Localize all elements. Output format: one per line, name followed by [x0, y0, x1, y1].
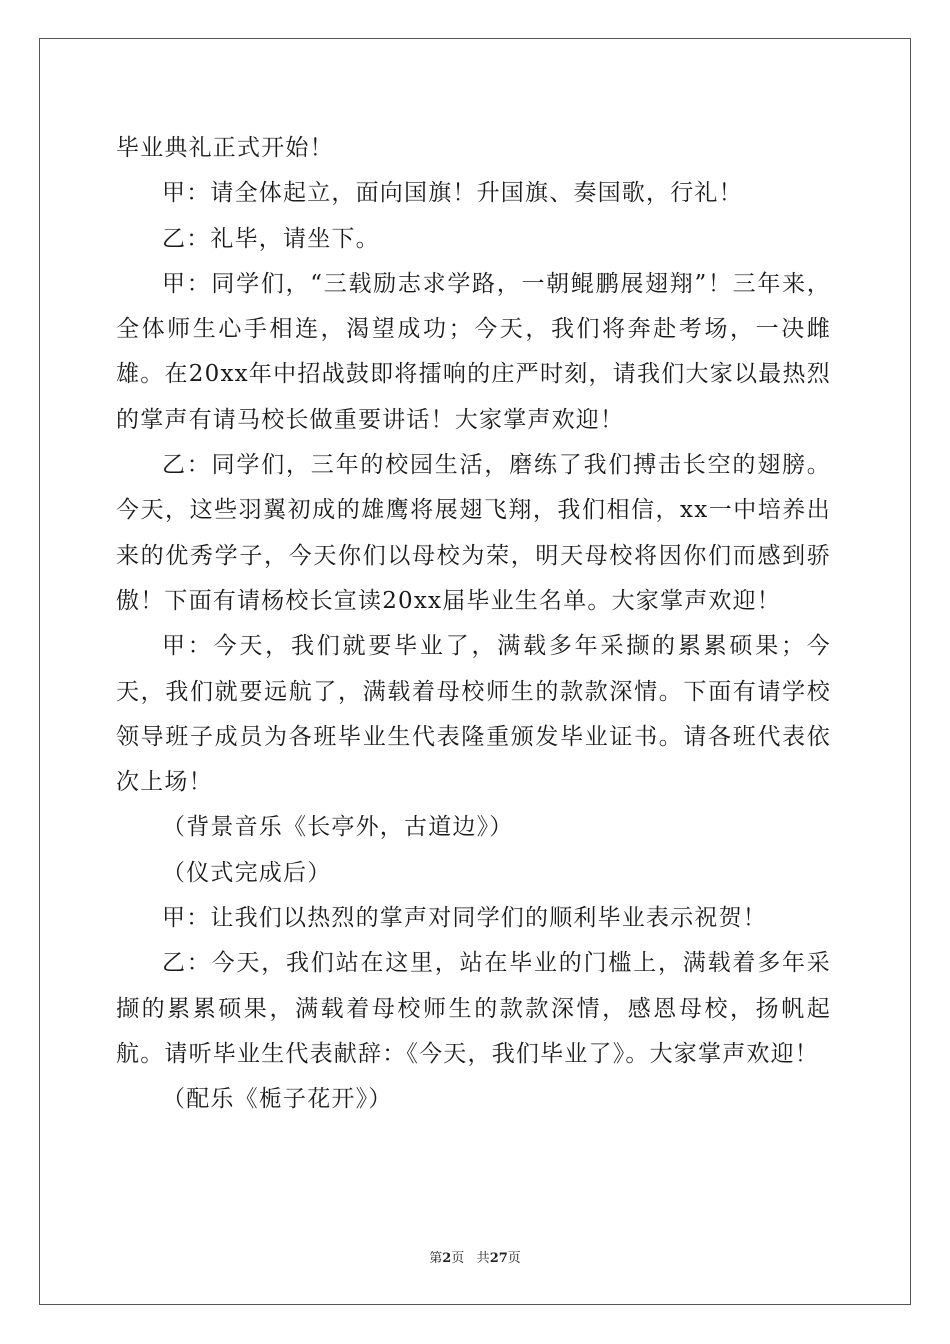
paragraph: （仪式完成后） [162, 859, 332, 886]
page-suffix: 页 [451, 1251, 465, 1266]
document-body [116, 126, 831, 1123]
paragraph: （背景音乐《长亭外，古道边》） [162, 814, 514, 841]
paragraph: 甲：今天，我们就要毕业了，满载多年采撷的累累硕果；今天，我们就要远航了，满载着母校师生的款款深情。下面有请学校领导班子成员为各班毕业生代表隆重颁发毕业证书。请各班代表依次上场！ [116, 633, 831, 796]
paragraph: 甲：同学们，“三载励志求学路，一朝鲲鹏展翅翔”！三年来，全体师生心手相连，渴望成功；今天，我们将奔赴考场，一决雌雄。在20xx年中招战鼓即将擂响的庄严时刻，请我们大家以最热烈的掌声有请马校长做重要讲话！大家掌声欢迎！ [116, 270, 831, 433]
paragraph: 乙：礼毕，请坐下。 [162, 225, 380, 252]
page-number: 2 [442, 1251, 452, 1266]
page-footer [0, 1247, 950, 1266]
total-pages: 27 [489, 1251, 508, 1266]
page-prefix: 第 [429, 1251, 443, 1266]
total-prefix: 共 [476, 1251, 490, 1266]
paragraph: 毕业典礼正式开始！ [116, 135, 334, 161]
paragraph: 甲：让我们以热烈的掌声对同学们的顺利毕业表示祝贺！ [162, 905, 767, 932]
paragraph: 乙：今天，我们站在这里，站在毕业的门槛上，满载着多年采撷的累累硕果，满载着母校师生的款款深情，感恩母校，扬帆起航。请听毕业生代表献辞：《今天，我们毕业了》。大家掌声欢迎！ [116, 950, 831, 1067]
paragraph: 甲：请全体起立，面向国旗！升国旗、奏国歌，行礼！ [162, 180, 743, 207]
total-suffix: 页 [507, 1251, 521, 1266]
paragraph: 乙：同学们，三年的校园生活，磨练了我们搏击长空的翅膀。今天，这些羽翼初成的雄鹰将展翅飞翔，我们相信，xx一中培养出来的优秀学子，今天你们以母校为荣，明天母校将因你们而感到骄傲！下面有请杨校长宣读20xx届毕业生名单。大家掌声欢迎！ [116, 452, 831, 614]
paragraph: （配乐《栀子花开》） [162, 1086, 393, 1113]
